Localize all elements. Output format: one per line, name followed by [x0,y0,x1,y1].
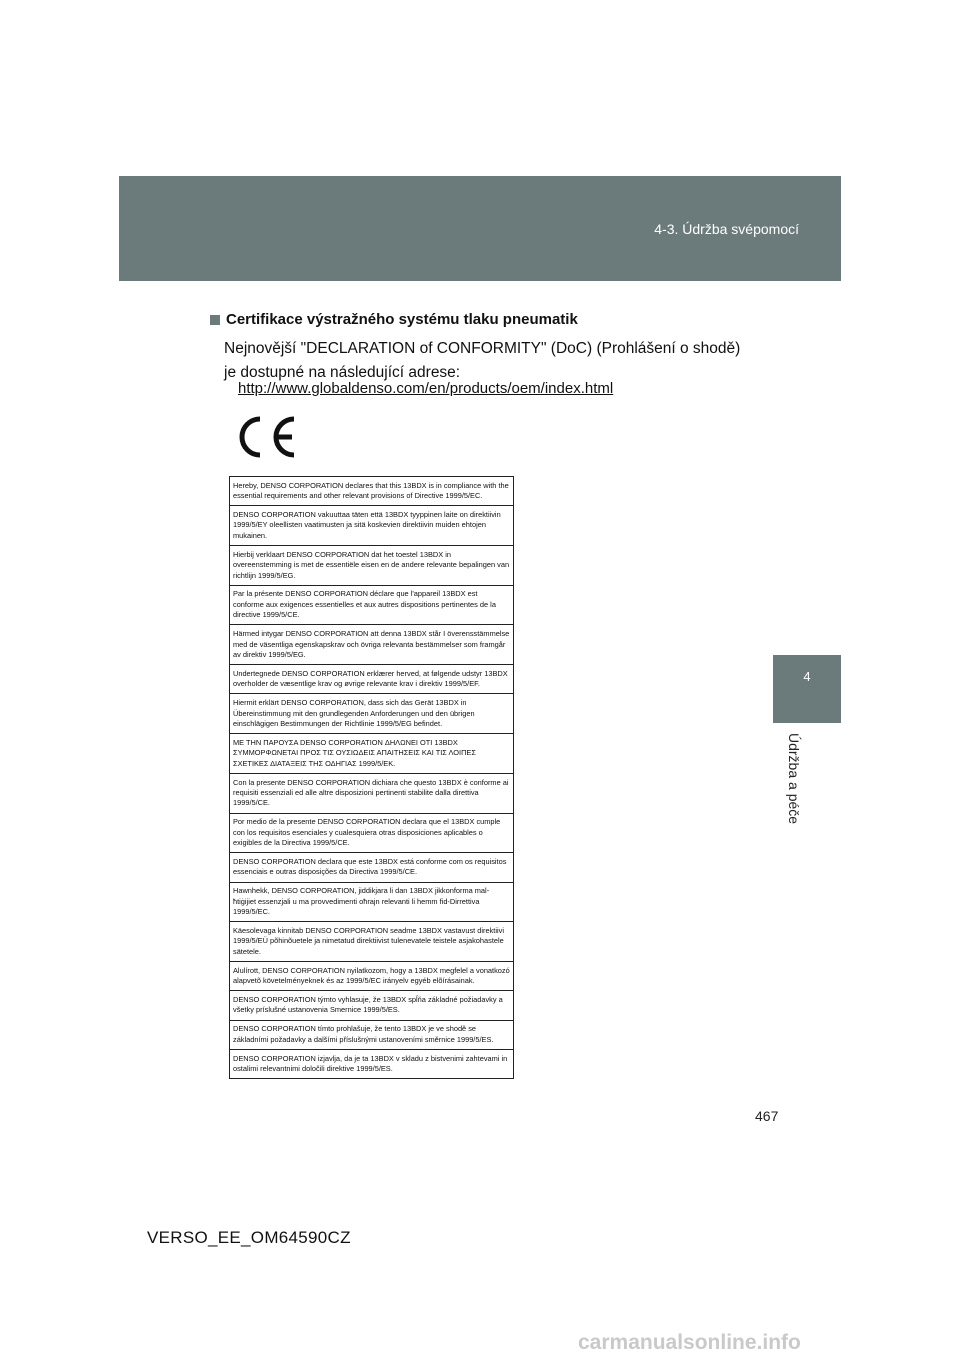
declaration-text: DENSO CORPORATION izjavlja, da je ta 13BDX v skladu z bistvenimi zahtevami in ostalimi relevantnimi določili direktive 1999/5/ES. [233,1053,508,1073]
section-heading [210,311,578,328]
declaration-row [230,991,513,1020]
header-band [119,176,841,281]
declaration-row [230,477,513,506]
declaration-text: DENSO CORPORATION vakuuttaa täten että 13BDX tyyppinen laite on direktiivin 1999/5/EY oleellisten vaatimusten ja sitä koskevien direktiivin muiden ehtojen mukainen. [233,510,501,540]
declaration-url-link[interactable]: http://www.globaldenso.com/en/products/oem/index.html [238,380,614,397]
chapter-tab [773,655,841,723]
declaration-row [230,546,513,586]
declaration-row [230,1021,513,1050]
declaration-text: Hierbij verklaart DENSO CORPORATION dat het toestel 13BDX in overeenstemming is met de essentiële eisen en de andere relevante bepalingen van richtlijn 1999/5/EG. [233,549,510,580]
declaration-text: Par la présente DENSO CORPORATION déclare que l'appareil 13BDX est conforme aux exigences essentielles et aux autres dispositions pertinentes de la directive 1999/5/CE. [233,589,496,620]
declaration-text: Hawnhekk, DENSO CORPORATION, jiddikjara li dan 13BDX jikkonforma mal-ħtiġijiet essenzjali u ma provvedimenti oħrajn relevanti li hemm fid-Dirrettiva 1999/5/EC. [233,886,490,917]
chapter-side-label [780,733,810,853]
chapter-title: 4-3. Údržba svépomocí [654,221,799,237]
declaration-row [230,774,513,814]
declaration-row [230,665,513,694]
section-body: Nejnovější "DECLARATION of CONFORMITY" (DoC) (Prohlášení o shodě) je dostupné na následující adrese: [224,340,741,381]
declaration-row [230,1050,513,1078]
declaration-row [230,922,513,962]
declaration-row [230,883,513,923]
page-number: 467 [755,1108,779,1124]
declaration-text: Hereby, DENSO CORPORATION declares that this 13BDX is in compliance with the essential requirements and other relevant provisions of Directive 1999/5/EC. [233,480,509,501]
declaration-text: Härmed intygar DENSO CORPORATION att denna 13BDX står I överensstämmelse med de väsentliga egenskapskrav och övriga relevanta bestämmelser som framgår av direktiv 1999/5/EG. [233,629,510,659]
declaration-text: Alulírott, DENSO CORPORATION nyilatkozom, hogy a 13BDX megfelel a vonatkozó alapvetõ követelményeknek és az 1999/5/EC irányelv egyéb elõírásainak. [233,965,510,986]
section-heading-text: Certifikace výstražného systému tlaku pneumatik [226,311,578,328]
declaration-row [230,962,513,991]
declaration-row [230,694,513,734]
declaration-row [230,586,513,626]
declaration-row [230,853,513,882]
declaration-text: DENSO CORPORATION declara que este 13BDX está conforme com os requisitos essenciais e outras disposições da Directiva 1999/5/CE. [233,856,507,877]
declaration-row [230,814,513,854]
declaration-text: Undertegnede DENSO CORPORATION erklærer herved, at følgende udstyr 13BDX overholder de væsentlige krav og øvrige relevante krav i direktiv 1999/5/EF. [233,668,508,689]
square-bullet-icon [210,315,220,325]
declaration-text: Con la presente DENSO CORPORATION dichiara che questo 13BDX è conforme ai requisiti essenziali ed alle altre disposizioni pertinenti stabilite dalla direttiva 1999/5/CE. [233,777,509,808]
document-code: VERSO_EE_OM64590CZ [147,1228,351,1247]
declaration-text: DENSO CORPORATION tímto prohlašuje, že tento 13BDX je ve shodě se základními požadavky a dalšími příslušnými ustanoveními směrnice 1999/5/ES. [233,1024,494,1044]
watermark: carmanualsonline.info [578,1331,801,1354]
declaration-table [229,476,514,1079]
declaration-text: ΜΕ ΤΗΝ ΠΑΡΟΥΣΑ DENSO CORPORATION ΔΗΛΩΝΕΙ ΟΤΙ 13BDX ΣΥΜΜΟΡΦΩΝΕΤΑΙ ΠΡΟΣ ΤΙΣ ΟΥΣΙΩΔΕΙΣ ΑΠΑΙΤΗΣΕΙΣ ΚΑΙ ΤΙΣ ΛΟΙΠΕΣ ΣΧΕΤΙΚΕΣ ΔΙΑΤΑΞΕΙΣ ΤΗΣ ΟΔΗΓΙΑΣ 1999/5/ΕΚ. [233,737,476,768]
declaration-row [230,734,513,774]
declaration-row [230,625,513,665]
declaration-text: Por medio de la presente DENSO CORPORATION declara que el 13BDX cumple con los requisitos esenciales y cualesquiera otras disposiciones aplicables o exigibles de la Directiva 1999/5/CE. [233,817,501,848]
chapter-side-label-text: Údržba a péče [786,733,802,825]
declaration-text: Käesolevaga kinnitab DENSO CORPORATION seadme 13BDX vastavust direktiivi 1999/5/EÜ põhinõuetele ja nimetatud direktiivist tulenevatele teistele asjakohastele sätetele. [233,925,504,956]
declaration-text: Hiermit erklärt DENSO CORPORATION, dass sich das Gerät 13BDX in Übereinstimmung mit den grundlegenden Anforderungen und den übrigen einschlägigen Bestimmungen der Richtlinie 1999/5/EG befindet. [233,698,475,728]
declaration-text: DENSO CORPORATION týmto vyhlasuje, že 13BDX spĺňa základné požiadavky a všetky príslušné ustanovenia Smernice 1999/5/ES. [233,994,503,1015]
chapter-number: 4 [803,669,811,684]
declaration-row [230,506,513,546]
ce-mark-icon [234,413,300,466]
